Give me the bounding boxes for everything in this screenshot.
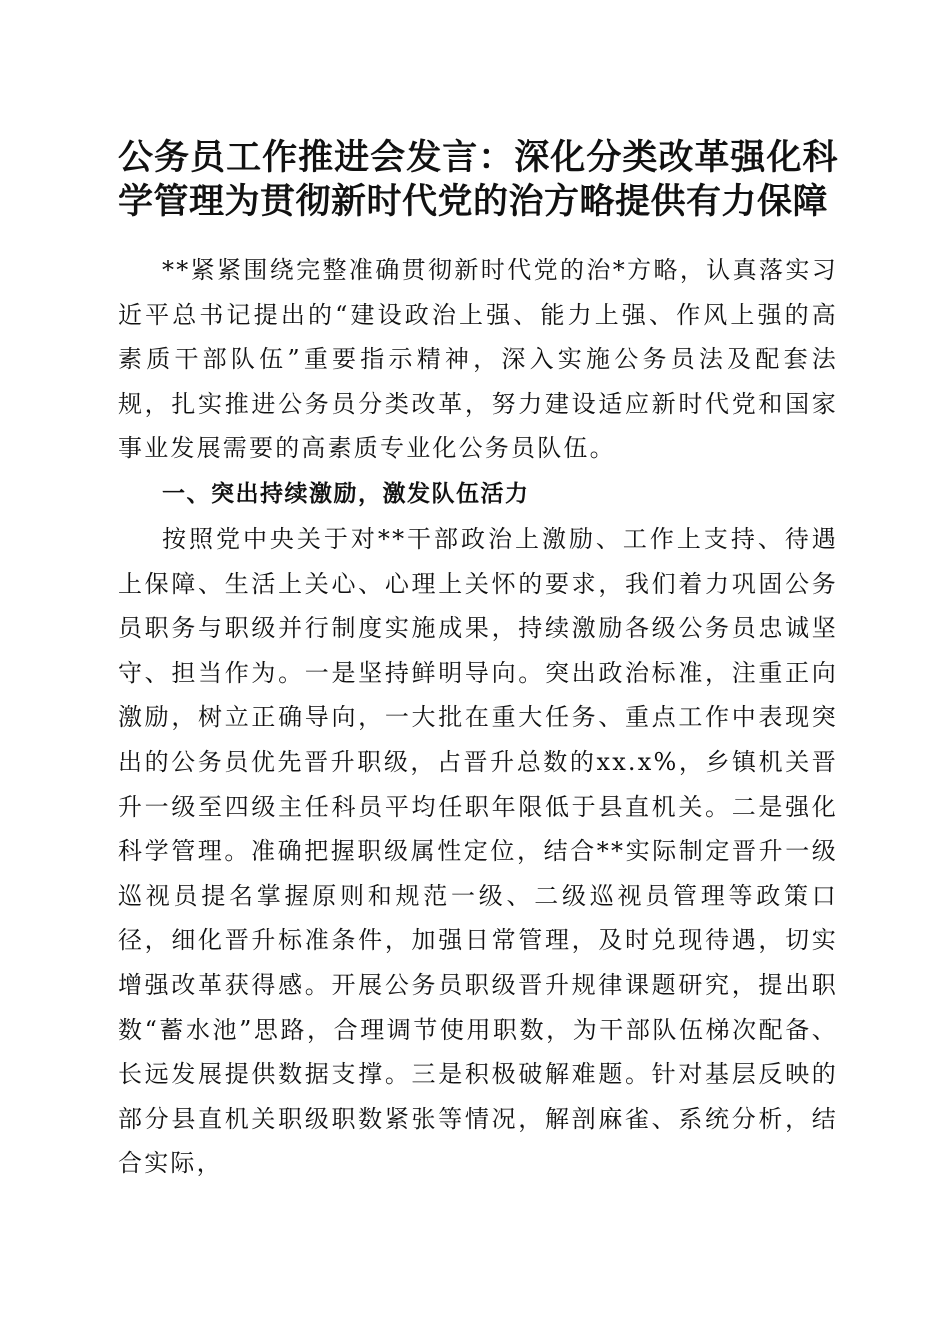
document-body xyxy=(118,248,838,1186)
document-title: 公务员工作推进会发言：深化分类改革强化科学管理为贯彻新时代党的治方略提供有力保障 xyxy=(118,137,838,222)
intro-paragraph: **紧紧围绕完整准确贯彻新时代党的治*方略，认真落实习近平总书记提出的“建设政治上强、能力上强、作风上强的高素质干部队伍”重要指示精神，深入实施公务员法及配套法规，扎实推进公务员分类改革，努力建设适应新时代党和国家事业发展需要的高素质专业化公务员队伍。 xyxy=(118,256,838,463)
section-paragraph: 按照党中央关于对**干部政治上激励、工作上支持、待遇上保障、生活上关心、心理上关怀的要求，我们着力巩固公务员职务与职级并行制度实施成果，持续激励各级公务员忠诚坚守、担当作为。一是坚持鲜明导向。突出政治标准，注重正向激励，树立正确导向，一大批在重大任务、重点工作中表现突出的公务员优先晋升职级，占晋升总数的xx.x%，乡镇机关晋升一级至四级主任科员平均任职年限低于县直机关。二是强化科学管理。准确把握职级属性定位，结合**实际制定晋升一级巡视员提名掌握原则和规范一级、二级巡视员管理等政策口径，细化晋升标准条件，加强日常管理，及时兑现待遇，切实增强改革获得感。开展公务员职级晋升规律课题研究，提出职数“蓄水池”思路，合理调节使用职数，为干部队伍梯次配备、长远发展提供数据支撑。三是积极破解难题。针对基层反映的部分县直机关职级职数紧张等情况，解剖麻雀、系统分析，结合实际， xyxy=(118,524,838,1178)
section-heading: 一、突出持续激励，激发队伍活力 xyxy=(162,480,530,507)
